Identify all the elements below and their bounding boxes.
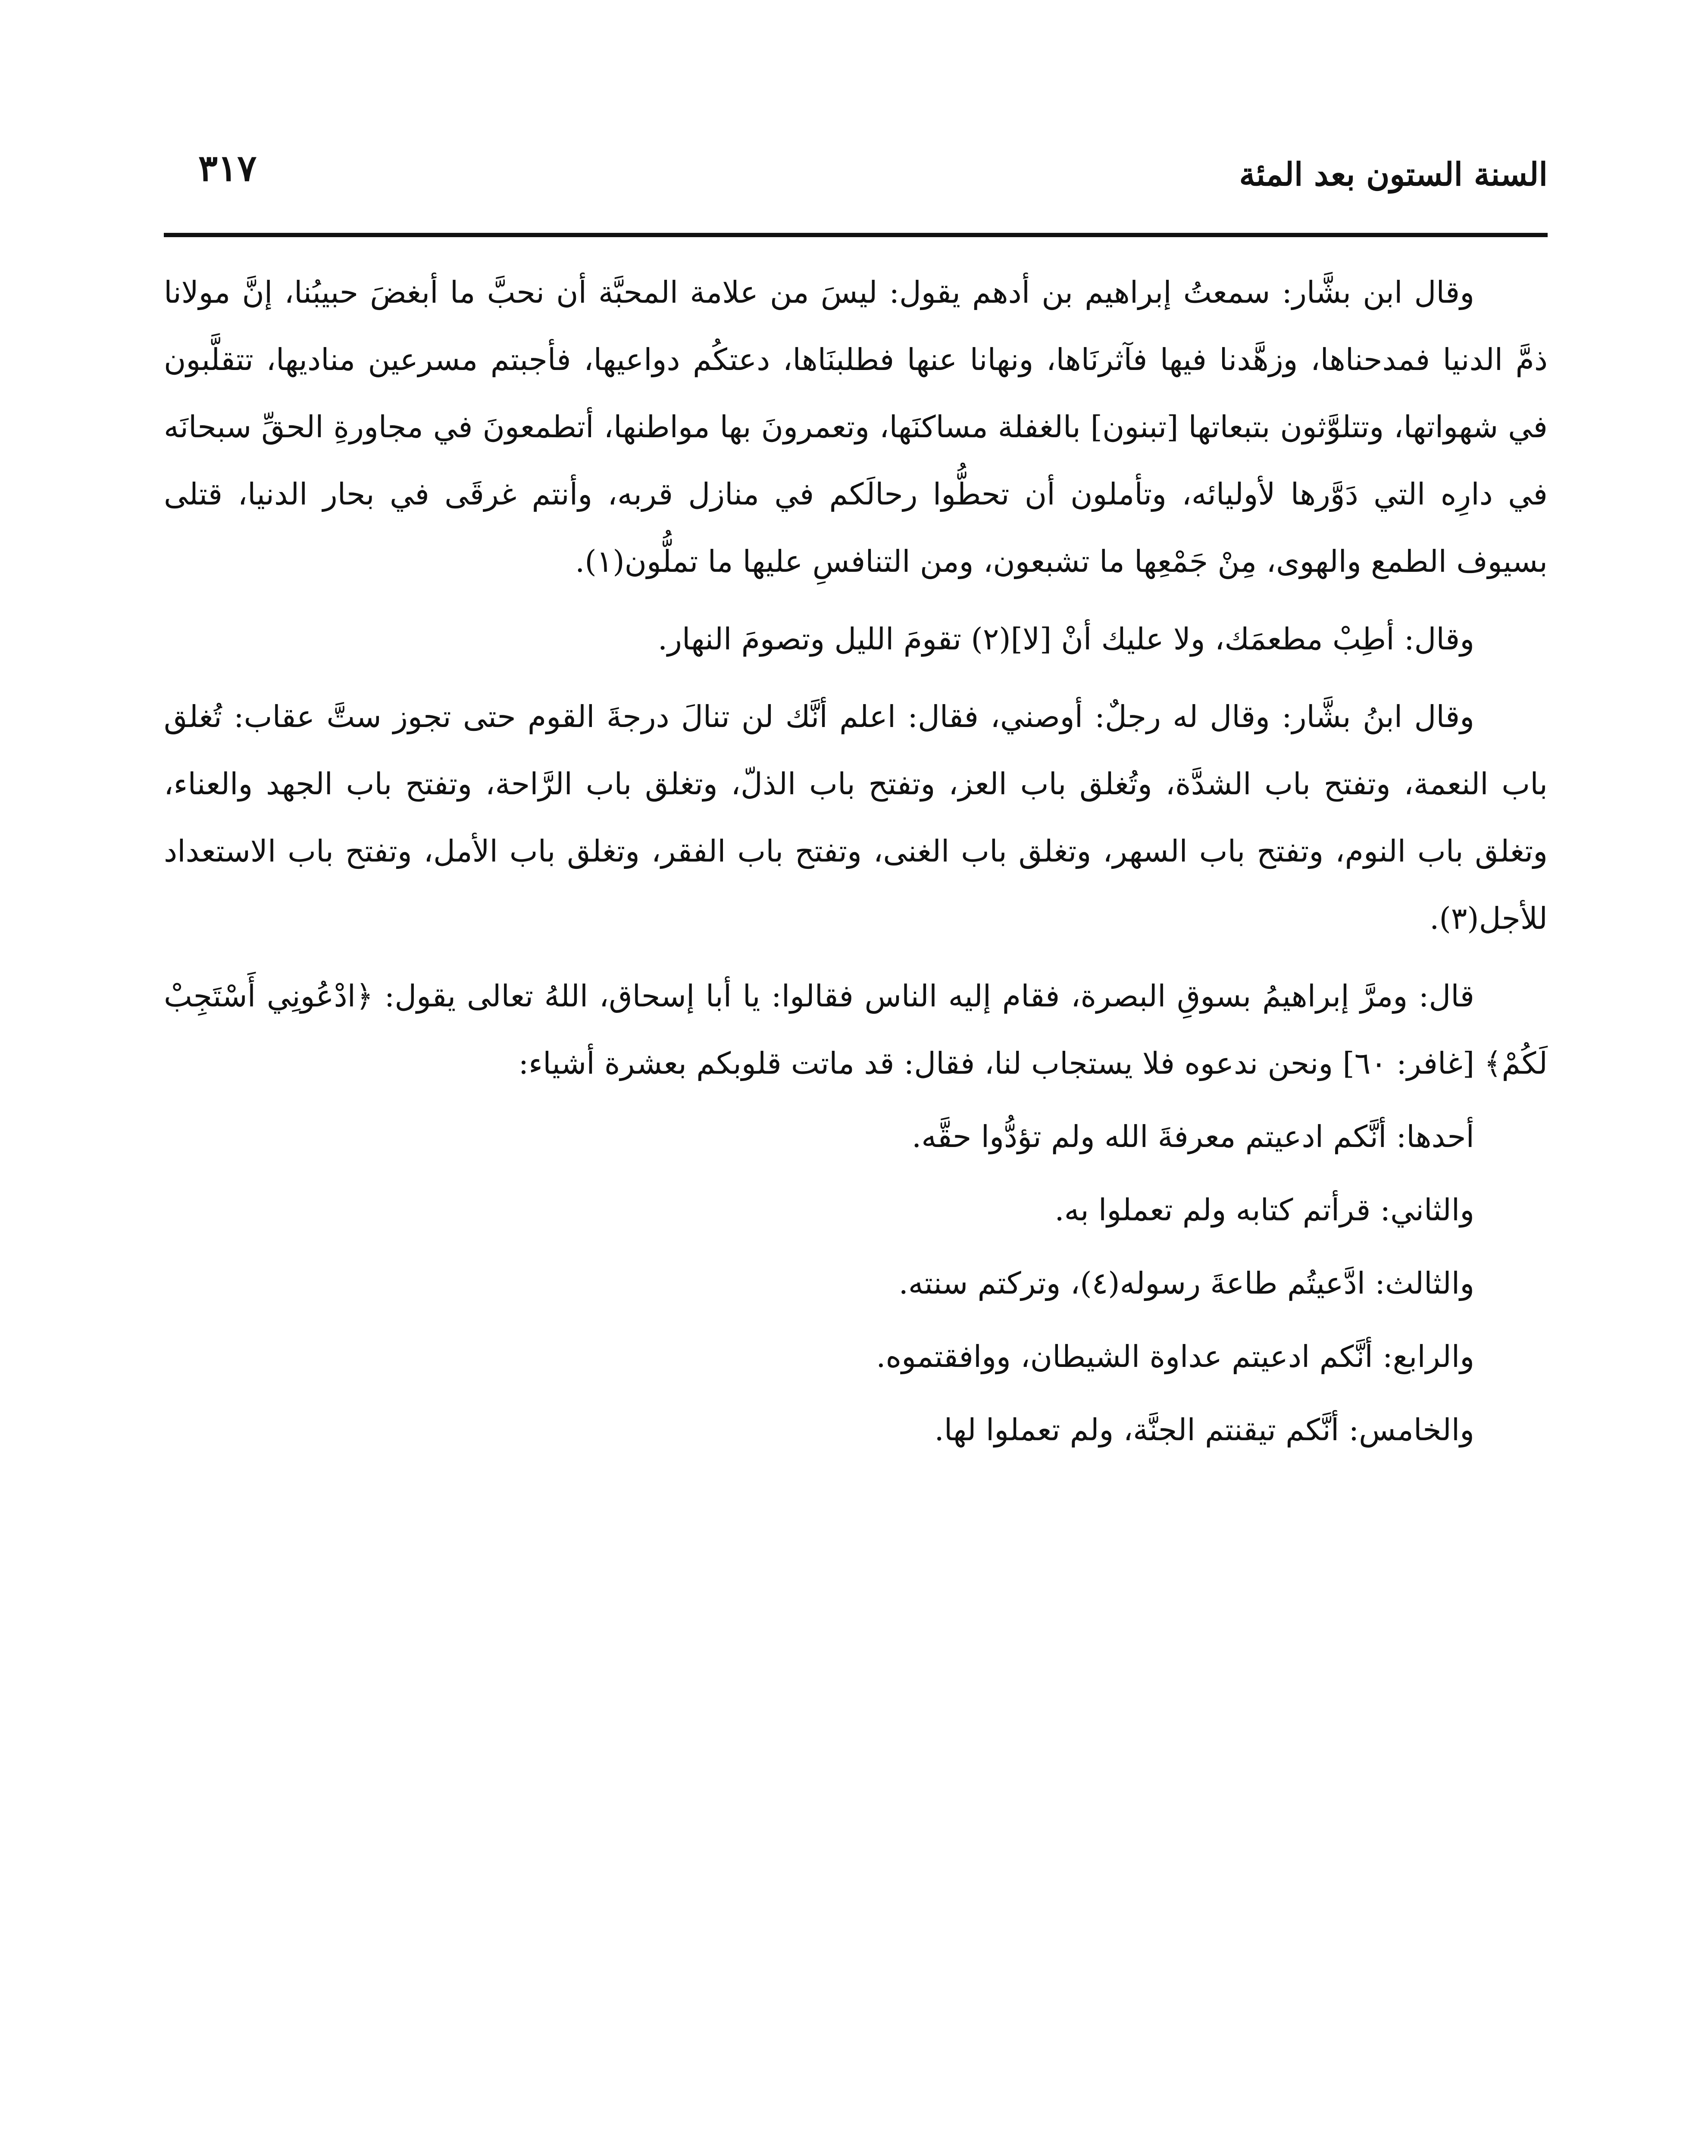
chapter-title: السنة الستون بعد المئة <box>1239 156 1548 193</box>
list-item: والخامس: أنَّكم تيقنتم الجنَّة، ولم تعملوا لها. <box>934 1412 1474 1448</box>
paragraph: وقال ابن بشَّار: سمعتُ إبراهيم بن أدهم يقول: ليسَ من علامة المحبَّة أن نحبَّ ما أبغضَ حبيبُنا، إنَّ مولانا ذمَّ الدنيا فمدحناها، وزهَّدنا فيها فآثرنَاها، ونهانا عنها فطلبنَاها، دعتكُم دواعيها، فأجبتم مسرعين مناديها، تتقلَّبون في شهواتها، وتتلوَّثون بتبعاتها [تبنون] بالغفلة مساكنَها، وتعمرونَ بها مواطنها، أتطمعونَ في مجاورةِ الحقِّ سبحانَه في دارِه التي دَوَّرها لأوليائه، وتأملون أن تحطُّوا رحالَكم في منازل قربه، وأنتم غرقَى في بحار الدنيا، قتلى بسيوف الطمع والهوى، مِنْ جَمْعِها ما تشبعون، ومن التنافسِ عليها ما تملُّون(١). <box>164 275 1548 579</box>
paragraph: وقال ابنُ بشَّار: وقال له رجلٌ: أوصني، فقال: اعلم أنَّك لن تنالَ درجةَ القوم حتى تجوز ستَّ عقاب: تُغلق باب النعمة، وتفتح باب الشدَّة، وتُغلق باب العز، وتفتح باب الذلّ، وتغلق باب الرَّاحة، وتفتح باب الجهد والعناء، وتغلق باب النوم، وتفتح باب السهر، وتغلق باب الغنى، وتفتح باب الفقر، وتغلق باب الأمل، وتفتح باب الاستعداد للأجل(٣). <box>164 699 1548 936</box>
running-header <box>164 144 1548 209</box>
paragraph: قال: ومرَّ إبراهيمُ بسوقِ البصرة، فقام إليه الناس فقالوا: يا أبا إسحاق، اللهُ تعالى يقول: ﴿ادْعُونِي أَسْتَجِبْ لَكُمْ﴾ [غافر: ٦٠] ونحن ندعوه فلا يستجاب لنا، فقال: قد ماتت قلوبكم بعشرة أشياء: <box>164 978 1548 1081</box>
list-item: والثالث: ادَّعيتُم طاعةَ رسوله(٤)، وتركتم سنته. <box>898 1266 1474 1301</box>
paragraph: وقال: أطِبْ مطعمَك، ولا عليك أنْ [لا](٢) تقومَ الليل وتصومَ النهار. <box>657 621 1474 657</box>
main-text <box>164 259 1548 1463</box>
list-item: أحدها: أنَّكم ادعيتم معرفةَ الله ولم تؤدُّوا حقَّه. <box>911 1119 1474 1154</box>
page-number: ٣١٧ <box>198 147 257 189</box>
list-item: والثاني: قرأتم كتابه ولم تعملوا به. <box>1054 1192 1474 1228</box>
list-item: والرابع: أنَّكم ادعيتم عداوة الشيطان، ووافقتموه. <box>876 1339 1474 1374</box>
header-rule <box>164 233 1548 237</box>
